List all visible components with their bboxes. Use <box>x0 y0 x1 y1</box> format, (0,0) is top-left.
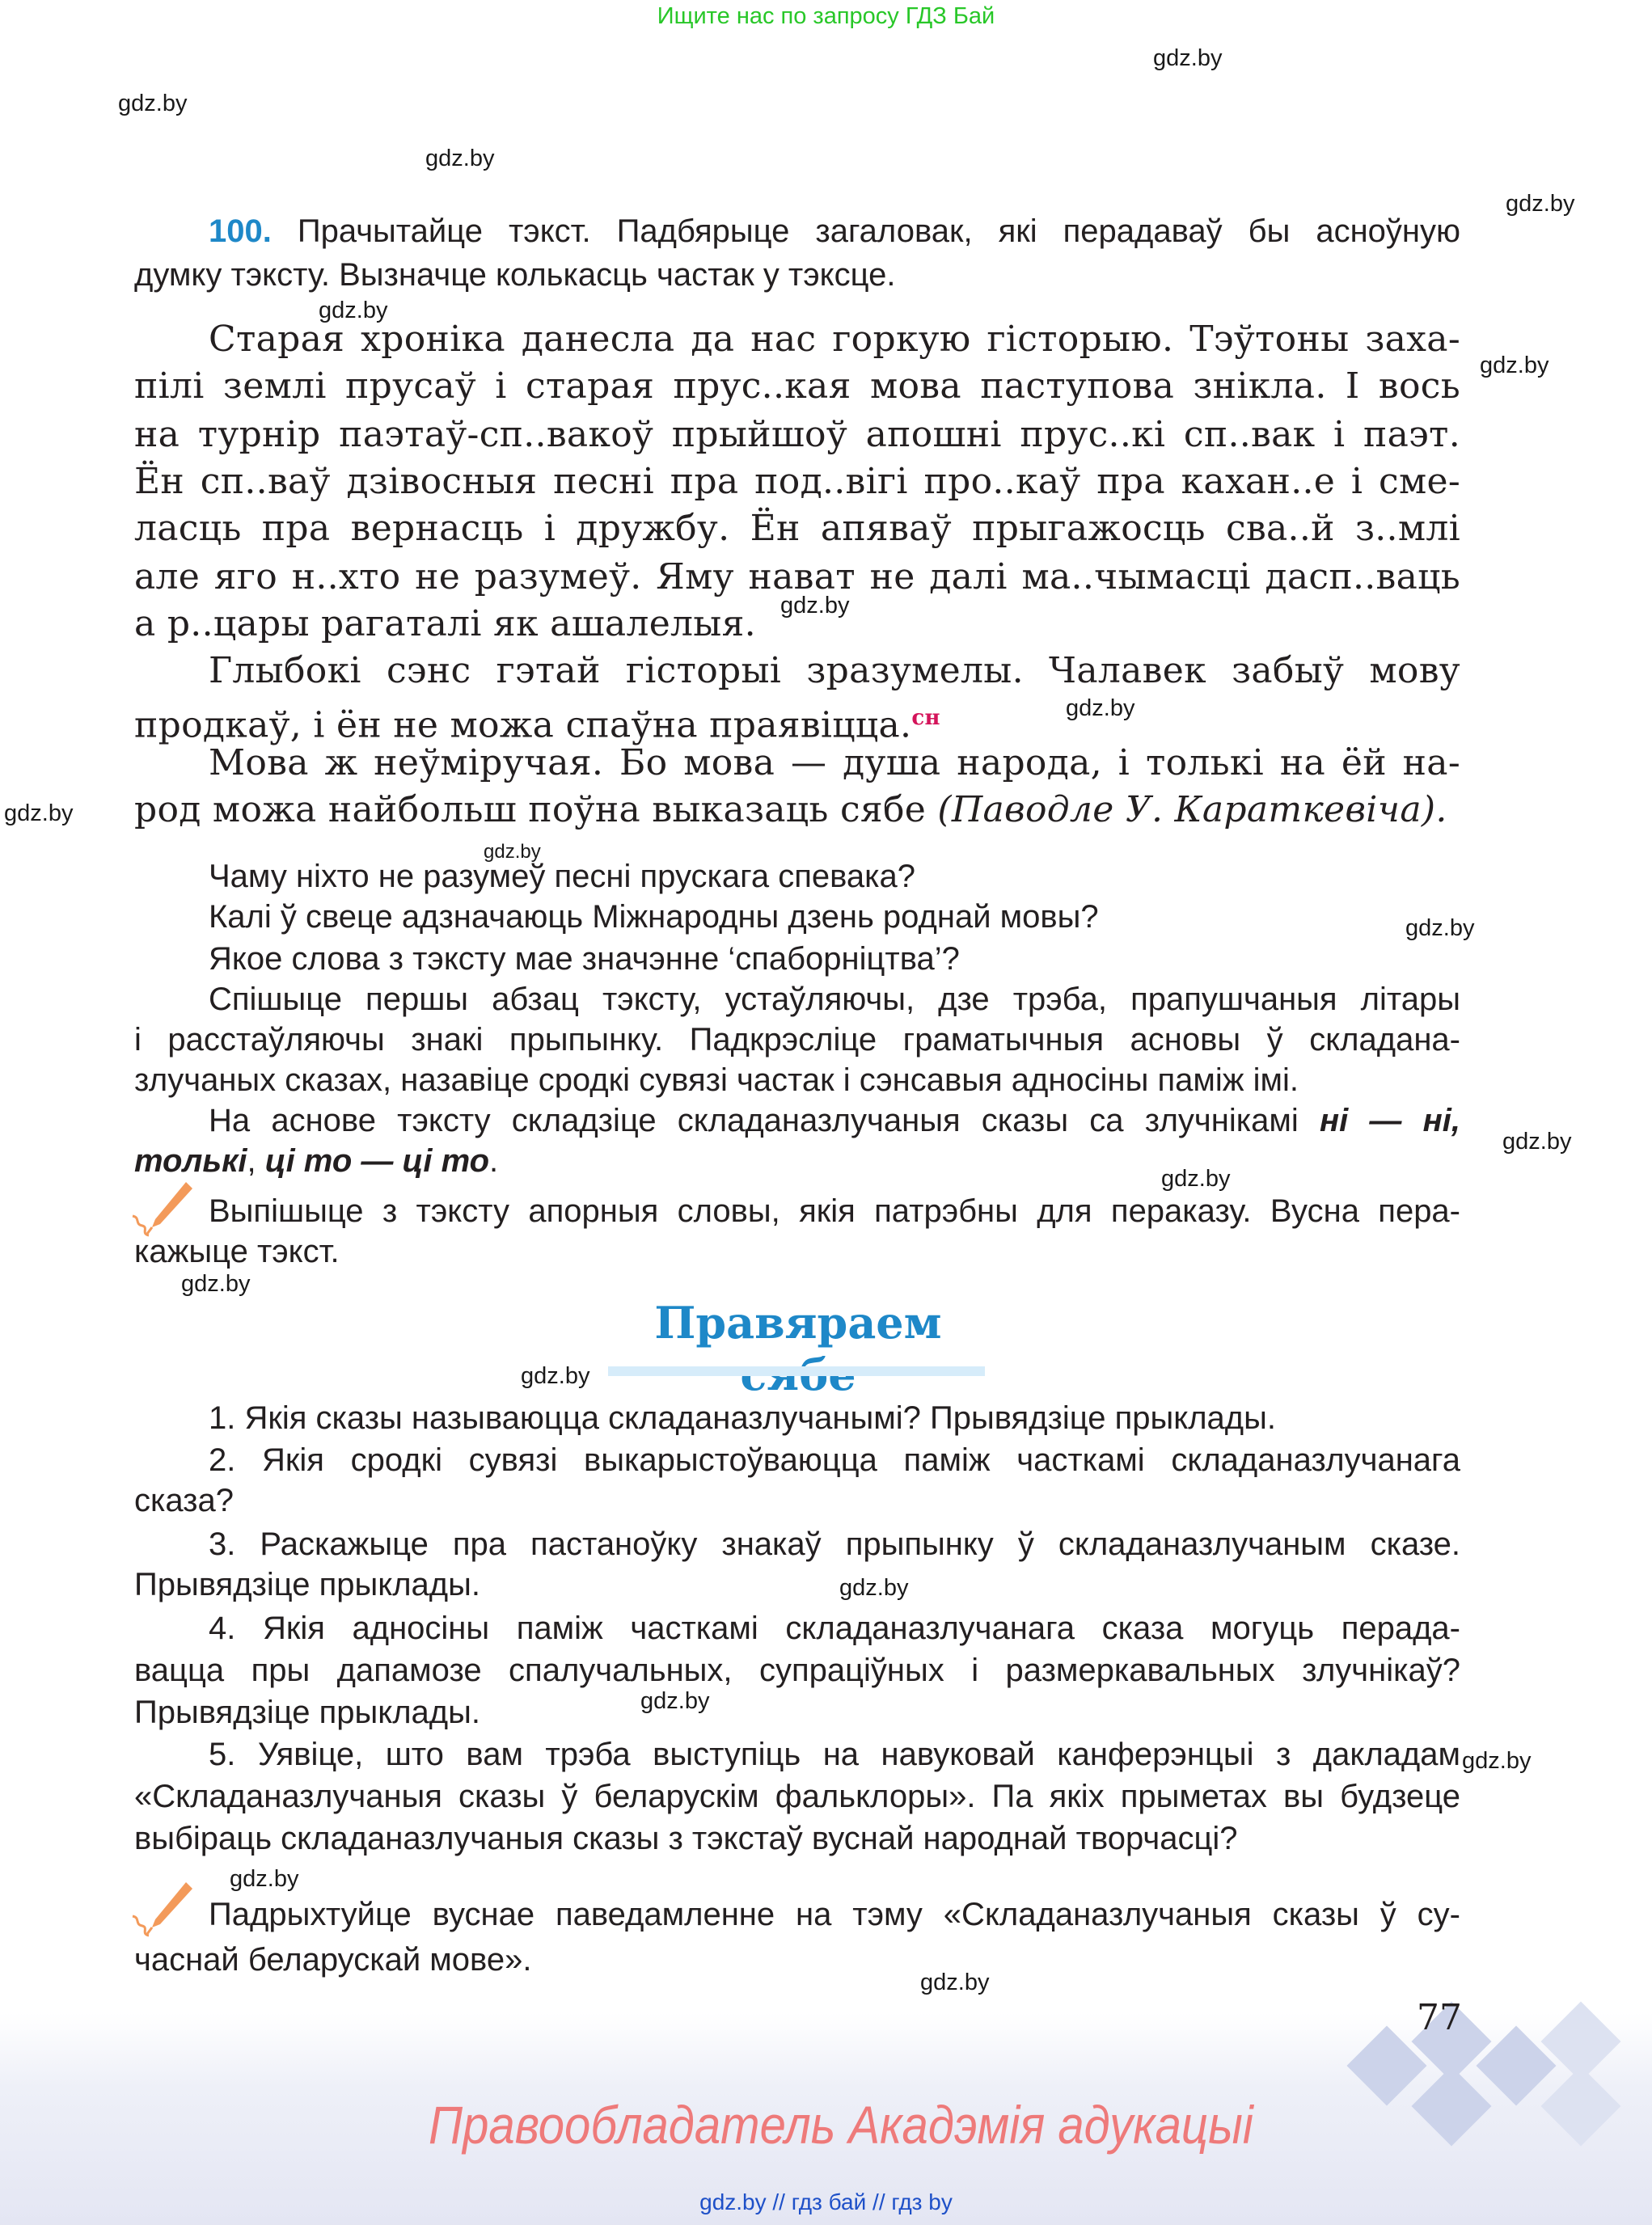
copyright-notice: Правообладатель Акадэмія адукацыі <box>429 2095 1253 2155</box>
task-line: кажыце тэкст. <box>134 1234 340 1269</box>
task-line: толькі, ці то — ці то. <box>134 1143 499 1179</box>
section-title: Правяраем <box>654 1297 942 1349</box>
title-underline <box>608 1366 985 1376</box>
review-question: Прывядзіце прыклады. <box>134 1567 480 1602</box>
review-question: «Складаназлучаныя сказы ў беларускім фальклоры». Па якіх прыметах вы будзеце <box>134 1779 1460 1814</box>
watermark: gdz.by <box>118 91 188 116</box>
exercise-task: 100. Прачытайце тэкст. Падбярыце загаловак, які перадаваў бы асноўную <box>209 213 1460 249</box>
review-question: 5. Уявіце, што вам трэба выступіць на навуковай канферэнцыі з дакладам <box>209 1737 1460 1772</box>
question: Чаму ніхто не разумеў песні прускага спевака? <box>209 859 916 894</box>
watermark: gdz.by <box>640 1688 710 1714</box>
watermark: gdz.by <box>1161 1166 1231 1192</box>
watermark: gdz.by <box>521 1363 590 1389</box>
exercise-task: думку тэксту. Вызначце колькасць частак у тэксце. <box>134 257 896 293</box>
text-line: род можа найбольш поўна выказаць сябе (Паводле У. Караткевіча). <box>134 789 1447 830</box>
review-question: 4. Якія адносіны паміж часткамі складаназлучанага сказа могуць перада- <box>209 1611 1460 1646</box>
text-line: але яго н..хто не разумеў. Яму нават не далі ма..чымасці дасп..ваць <box>134 556 1460 597</box>
watermark: gdz.by <box>230 1866 299 1892</box>
question: Якое слова з тэксту мае значэнне ‘спаборніцтва’? <box>209 941 960 977</box>
watermark: gdz.by <box>1405 915 1475 941</box>
review-question: вацца пры дапамозе спалучальных, супраціўных і размеркавальных злучнікаў? <box>134 1653 1460 1688</box>
watermark: gdz.by <box>425 146 495 171</box>
task-line: злучаных сказах, назавіце сродкі сувязі частак і сэнсавыя адносіны паміж імі. <box>134 1062 1299 1098</box>
exercise-number: 100. <box>209 213 272 249</box>
review-question: Прывядзіце прыклады. <box>134 1695 480 1730</box>
review-task: Падрыхтуйце вуснае паведамленне на тэму «Складаназлучаныя сказы ў су- <box>209 1897 1460 1932</box>
task-line: Выпішыце з тэксту апорныя словы, якія патрэбны для пераказу. Вусна пера- <box>209 1193 1460 1229</box>
watermark: gdz.by <box>484 841 541 863</box>
text-line: а р..цары рагаталі як ашалелыя. <box>134 603 756 644</box>
text-line: пілі землі прусаў і старая прус..кая мова паступова знікла. І вось <box>134 365 1460 407</box>
watermark: gdz.by <box>181 1271 251 1297</box>
text-line: на турнір паэтаў-сп..вакоў прыйшоў апошні прус..кі сп..вак і паэт. <box>134 414 1460 455</box>
bottom-links[interactable]: gdz.by // гдз бай // гдз by <box>699 2189 953 2214</box>
text-line: продкаў, і ён не можа спаўна праявіцца.$^{сн}$ <box>134 704 940 746</box>
watermark: gdz.by <box>1480 353 1549 378</box>
task-line: і расстаўляючы знакі прыпынку. Падкрэсліце граматычныя асновы ў складана- <box>134 1022 1460 1058</box>
task-line: Спішыце першы абзац тэксту, устаўляючы, дзе трэба, прапушчаныя літары <box>209 982 1460 1017</box>
page-number: 77 <box>1417 1997 1462 2038</box>
source-attribution: (Паводле У. Караткевіча). <box>937 789 1447 830</box>
review-task: часнай беларускай мове». <box>134 1942 532 1978</box>
watermark: gdz.by <box>780 593 850 619</box>
watermark: gdz.by <box>1462 1748 1532 1774</box>
watermark: gdz.by <box>1153 45 1223 71</box>
review-question: выбіраць складаназлучаныя сказы з тэкстаў вуснай народнай творчасці? <box>134 1821 1238 1856</box>
task-line: На аснове тэксту складзіце складаназлучаныя сказы са злучнікамі ні — ні, <box>209 1103 1460 1138</box>
text-line: ласць пра вернасць і дружбу. Ён апяваў прыгажосць сва..й з..млі <box>134 508 1460 549</box>
footnote-mark: сн <box>911 706 940 730</box>
watermark: gdz.by <box>920 1970 990 1995</box>
watermark: gdz.by <box>319 298 388 323</box>
text-line: Ён сп..ваў дзівосныя песні пра под..вігі про..каў пра кахан..е і сме- <box>134 461 1460 502</box>
review-question: 1. Якія сказы называюцца складаназлучанымі? Прывядзіце прыклады. <box>209 1400 1276 1436</box>
review-question: 3. Раскажыце пра пастаноўку знакаў прыпынку ў складаназлучаным сказе. <box>209 1526 1460 1562</box>
text-line: Мова ж неўміручая. Бо мова — душа народа, і толькі на ёй на- <box>209 742 1460 783</box>
review-question: сказа? <box>134 1483 234 1518</box>
text-line: Старая хроніка данесла да нас горкую гісторыю. Тэўтоны заха- <box>209 319 1460 360</box>
writing-pen-icon <box>129 1877 194 1942</box>
question: Калі ў свеце адзначаюць Міжнародны дзень роднай мовы? <box>209 899 1099 935</box>
watermark: gdz.by <box>839 1575 909 1601</box>
watermark: gdz.by <box>1066 695 1135 721</box>
watermark: gdz.by <box>1506 191 1575 217</box>
watermark: gdz.by <box>4 800 74 826</box>
text-line: Глыбокі сэнс гэтай гісторыі зразумелы. Чалавек забыў мову <box>209 650 1460 691</box>
top-banner[interactable]: Ищите нас по запросу ГДЗ Бай <box>657 3 995 29</box>
review-question: 2. Якія сродкі сувязі выкарыстоўваюцца паміж часткамі складаназлучанага <box>209 1442 1460 1478</box>
watermark: gdz.by <box>1502 1129 1572 1155</box>
